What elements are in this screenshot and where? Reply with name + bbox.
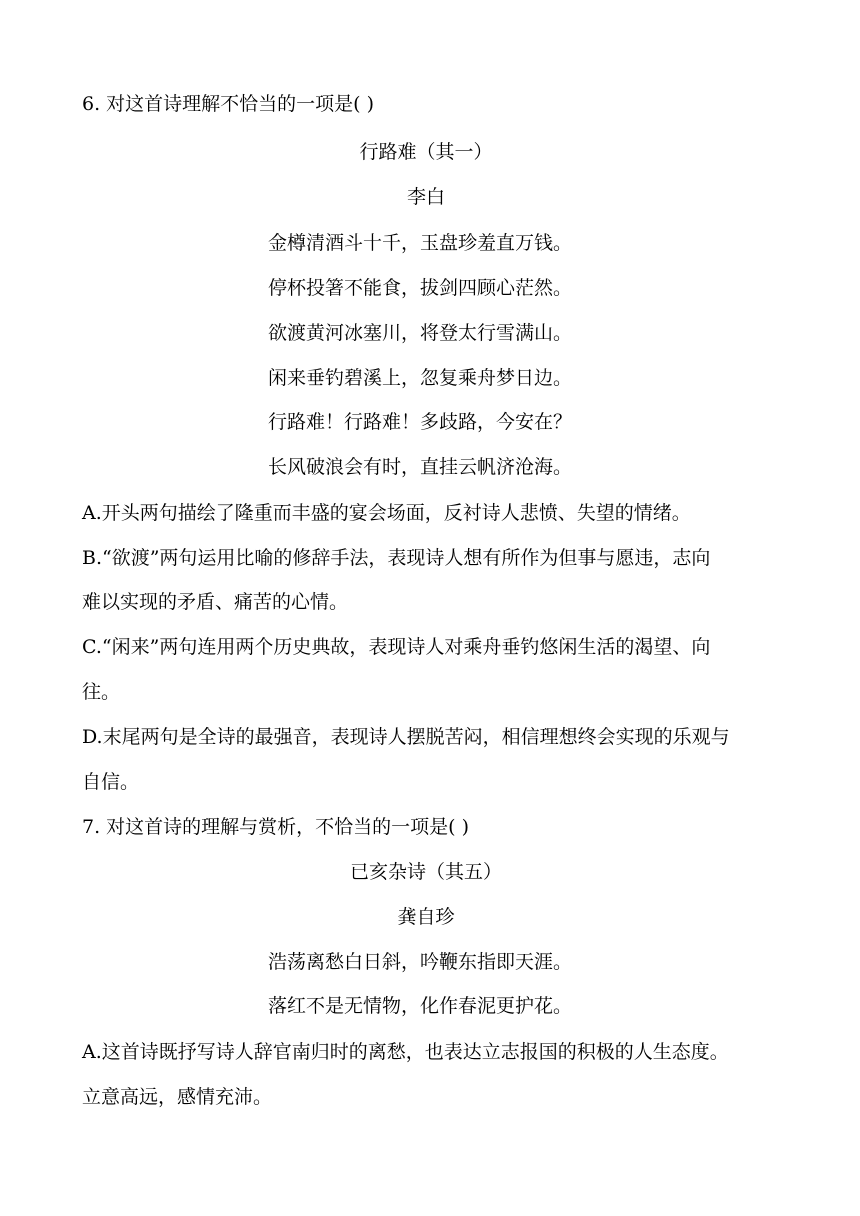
option-d-line2: 自信。	[82, 771, 140, 793]
poem-author: 龚自珍	[397, 906, 455, 928]
poem-line: 停杯投箸不能食，拔剑四顾心茫然。	[268, 277, 573, 299]
option-a: A.开头两句描绘了隆重而丰盛的宴会场面，反衬诗人悲愤、失望的情绪。	[82, 502, 691, 524]
poem-line: 长风破浪会有时，直挂云帆济沧海。	[268, 456, 573, 478]
poem-line: 浩荡离愁白日斜，吟鞭东指即天涯。	[268, 951, 573, 973]
question-7-stem: 7. 对这首诗的理解与赏析，不恰当的一项是( )	[82, 816, 470, 838]
option-d-line1: D.末尾两句是全诗的最强音，表现诗人摆脱苦闷，相信理想终会实现的乐观与	[82, 726, 730, 748]
option-a-line1: A.这首诗既抒写诗人辞官南归时的离愁，也表达立志报国的积极的人生态度。	[82, 1041, 729, 1063]
poem-line: 行路难！行路难！多歧路，今安在？	[268, 411, 573, 433]
poem-author: 李白	[406, 186, 445, 208]
poem-title: 已亥杂诗（其五）	[349, 861, 502, 883]
option-b-line2: 难以实现的矛盾、痛苦的心情。	[82, 591, 349, 613]
poem-line: 落红不是无情物，化作春泥更护花。	[268, 995, 573, 1017]
option-a-line2: 立意高远，感情充沛。	[82, 1086, 273, 1108]
poem-line: 金樽清酒斗十千，玉盘珍羞直万钱。	[268, 232, 573, 254]
poem-line: 欲渡黄河冰塞川，将登太行雪满山。	[268, 322, 573, 344]
option-c-line2: 往。	[82, 681, 121, 703]
option-b-line1: B.“欲渡”两句运用比喻的修辞手法，表现诗人想有所作为但事与愿违，志向	[82, 547, 711, 569]
option-c-line1: C.“闲来”两句连用两个历史典故，表现诗人对乘舟垂钓悠闲生活的渴望、向	[82, 636, 711, 658]
poem-title: 行路难（其一）	[359, 141, 493, 163]
question-6-stem: 6. 对这首诗理解不恰当的一项是( )	[82, 93, 375, 115]
poem-line: 闲来垂钓碧溪上，忽复乘舟梦日边。	[268, 367, 573, 389]
